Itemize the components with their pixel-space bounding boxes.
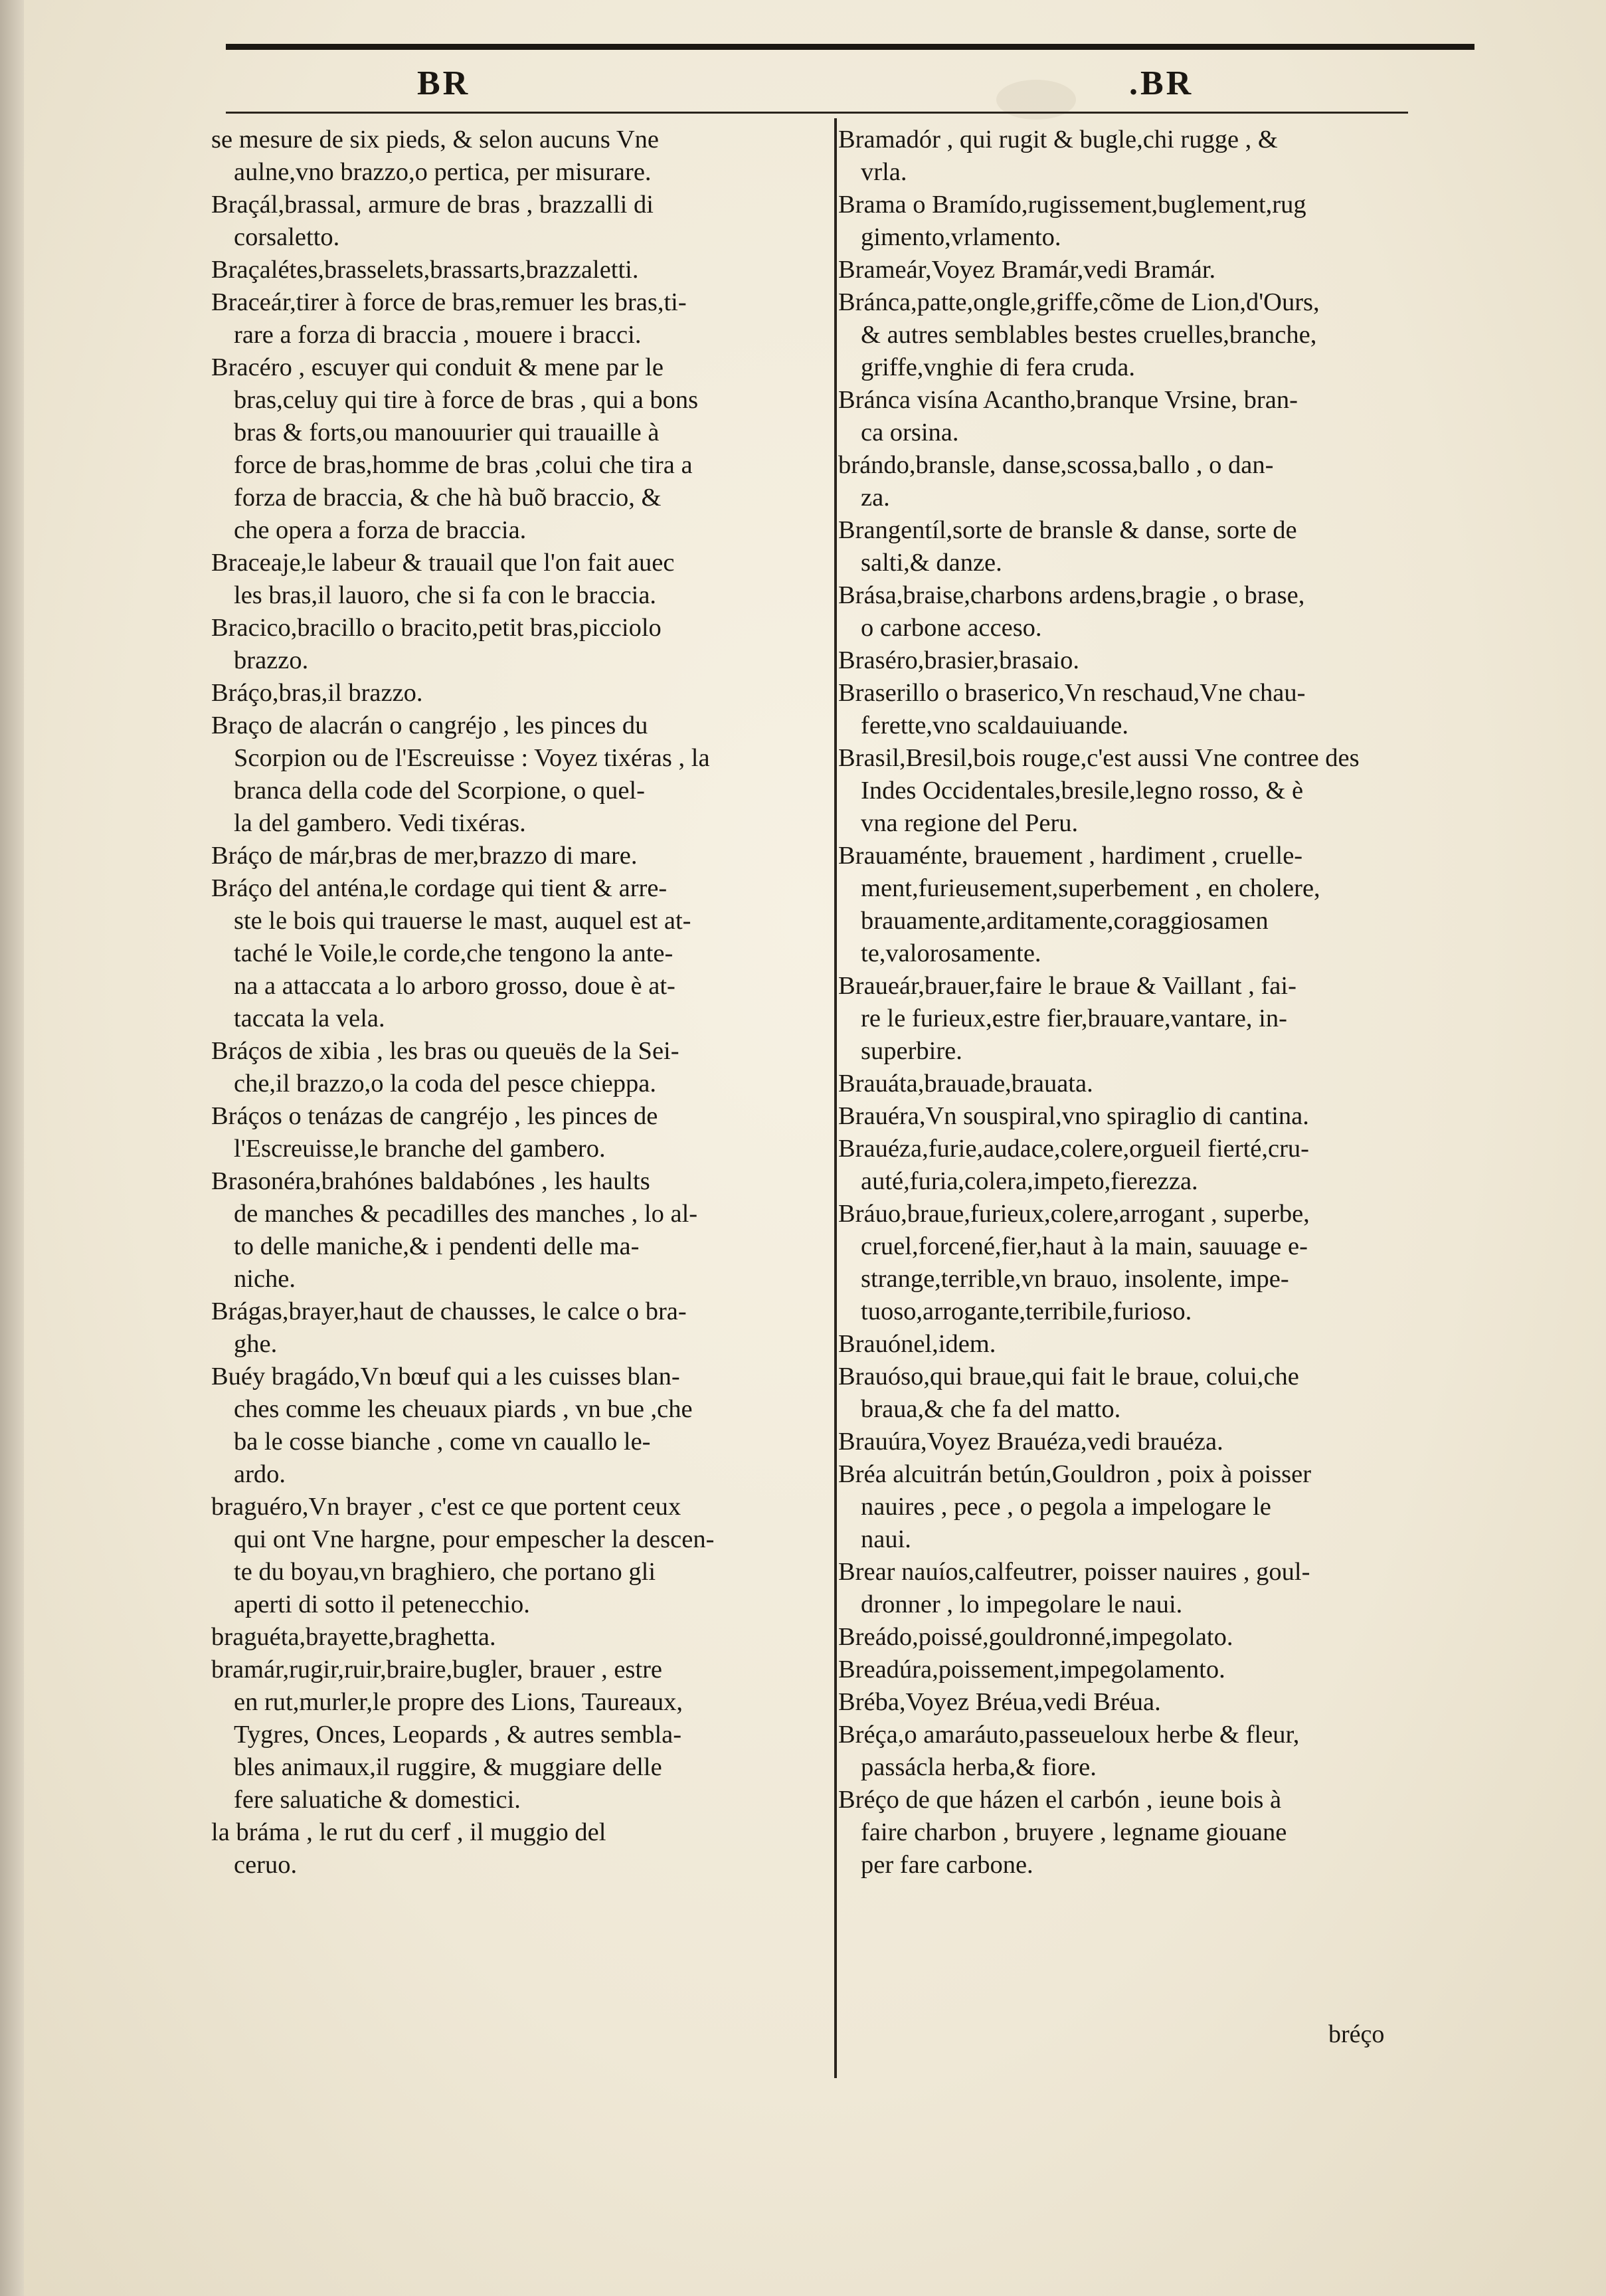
entry-headline: Brear nauíos,calfeutrer, poisser nauires , goul- [838, 1558, 1310, 1586]
entry-headline: Bráços o tenázas de cangréjo , les pinces de [211, 1102, 658, 1130]
entry-continuation: za. [861, 484, 890, 512]
entry-continuation: branca della code del Scorpione, o quel- [234, 777, 645, 805]
entry-continuation: per fare carbone. [861, 1851, 1033, 1879]
dictionary-entry [211, 677, 809, 710]
entry-headline: Brauaménte, brauement , hardiment , cruelle- [838, 842, 1303, 870]
left-column [211, 124, 809, 1881]
entry-continuation: griffe,vnghie di fera cruda. [861, 353, 1135, 381]
entry-headline: Braceár,tirer à force de bras,remuer les bras,ti- [211, 288, 687, 316]
entry-continuation: strange,terrible,vn brauo, insolente, impe- [861, 1265, 1289, 1293]
entry-continuation: ment,furieusement,superbement , en cholere, [861, 874, 1320, 902]
entry-continuation: salti,& danze. [861, 549, 1002, 577]
entry-continuation: les bras,il lauoro, che si fa con le braccia. [234, 581, 657, 609]
entry-headline: Braçalétes,brasselets,brassarts,brazzaletti. [211, 256, 639, 284]
entry-headline: Braço de alacrán o cangréjo , les pinces du [211, 712, 648, 739]
entry-headline: Bréça,o amaráuto,passeueloux herbe & fleur, [838, 1721, 1300, 1749]
entry-continuation: Tygres, Onces, Leopards , & autres sembla- [234, 1721, 682, 1749]
entry-headline: Brauéza,furie,audace,colere,orgueil fierté,cru- [838, 1135, 1309, 1163]
dictionary-entry [838, 1133, 1449, 1198]
header-rule [226, 44, 1474, 50]
dictionary-entry [838, 514, 1449, 579]
dictionary-entry [838, 1621, 1449, 1654]
entry-continuation: ceruo. [234, 1851, 298, 1879]
entry-continuation: fere saluatiche & domestici. [234, 1786, 521, 1814]
entry-continuation: gimento,vrlamento. [861, 223, 1061, 251]
entry-continuation: de manches & pecadilles des manches , lo al- [234, 1200, 698, 1228]
page-edge [0, 0, 24, 2296]
entry-headline: Bréço de que házen el carbón , ieune bois à [838, 1786, 1282, 1814]
dictionary-entry [838, 677, 1449, 742]
dictionary-entry [838, 1719, 1449, 1784]
entry-headline: Brauéra,Vn souspiral,vno spiraglio di cantina. [838, 1102, 1309, 1130]
entry-headline: bramár,rugir,ruir,braire,bugler, brauer , estre [211, 1656, 663, 1683]
dictionary-entry [211, 710, 809, 840]
entry-continuation: ches comme les cheuaux piards , vn bue ,che [234, 1395, 693, 1423]
entry-headline: Bréa alcuitrán betún,Gouldron , poix à poisser [838, 1460, 1312, 1488]
entry-headline: Braséro,brasier,brasaio. [838, 646, 1079, 674]
entry-headline: Brasil,Bresil,bois rouge,c'est aussi Vne contree des [838, 744, 1360, 772]
dictionary-entry [211, 840, 809, 872]
right-running-head: .BR [1129, 64, 1194, 102]
entry-continuation: ca orsina. [861, 419, 959, 446]
dictionary-entry [838, 286, 1449, 384]
entry-continuation: & autres semblables bestes cruelles,branche, [861, 321, 1317, 349]
entry-continuation: re le furieux,estre fier,brauare,vantare, in- [861, 1004, 1287, 1032]
dictionary-entry [211, 1295, 809, 1361]
dictionary-entry [838, 1556, 1449, 1621]
entry-continuation: tuoso,arrogante,terribile,furioso. [861, 1297, 1192, 1325]
dictionary-entry [838, 1458, 1449, 1556]
dictionary-entry [211, 189, 809, 254]
entry-continuation: bles animaux,il ruggire, & muggiare delle [234, 1753, 662, 1781]
dictionary-entry [838, 1654, 1449, 1686]
dictionary-entry [211, 124, 809, 189]
entry-continuation: vna regione del Peru. [861, 809, 1079, 837]
entry-headline: Brauúra,Voyez Brauéza,vedi brauéza. [838, 1428, 1223, 1456]
entry-continuation: nauires , pece , o pegola a impelogare le [861, 1493, 1271, 1521]
entry-continuation: brazzo. [234, 646, 309, 674]
entry-continuation: la del gambero. Vedi tixéras. [234, 809, 526, 837]
entry-headline: braguéro,Vn brayer , c'est ce que portent ceux [211, 1493, 681, 1521]
entry-headline: Bramadór , qui rugit & bugle,chi rugge , & [838, 126, 1278, 153]
entry-continuation: corsaletto. [234, 223, 340, 251]
dictionary-entry [838, 579, 1449, 644]
entry-headline: Bracico,bracillo o bracito,petit bras,picciolo [211, 614, 662, 642]
entry-continuation: forza de braccia, & che hà buõ braccio, & [234, 484, 662, 512]
dictionary-entry [211, 1621, 809, 1654]
entry-continuation: ferette,vno scaldauiuande. [861, 712, 1128, 739]
entry-headline: Braceaje,le labeur & trauail que l'on fait auec [211, 549, 675, 577]
catchword: bréço [1328, 2020, 1385, 2048]
dictionary-entry [838, 742, 1449, 840]
entry-headline: Brauóso,qui braue,qui fait le braue, colui,che [838, 1363, 1299, 1390]
entry-headline: Bráuo,braue,furieux,colere,arrogant , superbe, [838, 1200, 1310, 1228]
dictionary-entry [838, 1100, 1449, 1133]
ink-smudge [996, 80, 1076, 120]
dictionary-entry [211, 1100, 809, 1165]
entry-headline: Braserillo o braserico,Vn reschaud,Vne chau- [838, 679, 1306, 707]
entry-continuation: te du boyau,vn braghiero, che portano gli [234, 1558, 656, 1586]
entry-continuation: aulne,vno brazzo,o pertica, per misurare. [234, 158, 652, 186]
entry-headline: Buéy bragádo,Vn bœuf qui a les cuisses blan- [211, 1363, 680, 1390]
entry-headline: se mesure de six pieds, & selon aucuns Vne [211, 126, 659, 153]
entry-headline: Bráço,bras,il brazzo. [211, 679, 423, 707]
header-underline [226, 112, 1408, 114]
entry-headline: Brauáta,brauade,brauata. [838, 1070, 1093, 1098]
dictionary-entry [838, 384, 1449, 449]
entry-continuation: auté,furia,colera,impeto,fierezza. [861, 1167, 1198, 1195]
dictionary-entry [211, 1035, 809, 1100]
dictionary-entry [211, 547, 809, 612]
entry-headline: Brama o Bramído,rugissement,buglement,rug [838, 191, 1306, 219]
entry-headline: Bránca,patte,ongle,griffe,cõme de Lion,d'Ours, [838, 288, 1320, 316]
entry-headline: Breádo,poissé,gouldronné,impegolato. [838, 1623, 1233, 1651]
entry-continuation: rare a forza di braccia , mouere i bracci. [234, 321, 642, 349]
dictionary-entry [838, 970, 1449, 1068]
entry-continuation: brauamente,arditamente,coraggiosamen [861, 907, 1269, 935]
dictionary-entry [838, 1426, 1449, 1458]
entry-headline: brándo,bransle, danse,scossa,ballo , o dan- [838, 451, 1274, 479]
entry-continuation: Indes Occidentales,bresile,legno rosso, & è [861, 777, 1304, 805]
dictionary-entry [211, 1165, 809, 1295]
entry-continuation: che,il brazzo,o la coda del pesce chieppa. [234, 1070, 656, 1098]
column-divider [834, 118, 837, 2078]
entry-continuation: o carbone acceso. [861, 614, 1042, 642]
entry-continuation: force de bras,homme de bras ,colui che tira a [234, 451, 693, 479]
dictionary-entry [211, 351, 809, 547]
entry-headline: Breadúra,poissement,impegolamento. [838, 1656, 1225, 1683]
entry-continuation: na a attaccata a lo arboro grosso, doue è at- [234, 972, 675, 1000]
entry-continuation: bras,celuy qui tire à force de bras , qui a bons [234, 386, 699, 414]
entry-headline: Brameár,Voyez Bramár,vedi Bramár. [838, 256, 1216, 284]
entry-continuation: taccata la vela. [234, 1004, 385, 1032]
entry-headline: Brasonéra,brahónes baldabónes , les haults [211, 1167, 650, 1195]
entry-headline: Braueár,brauer,faire le braue & Vaillant , fai- [838, 972, 1296, 1000]
dictionary-entry [838, 124, 1449, 189]
entry-continuation: superbire. [861, 1037, 962, 1065]
entry-continuation: ghe. [234, 1330, 278, 1358]
entry-headline: Brauónel,idem. [838, 1330, 996, 1358]
dictionary-entry [838, 449, 1449, 514]
dictionary-entry [211, 254, 809, 286]
entry-headline: Bráço de már,bras de mer,brazzo di mare. [211, 842, 638, 870]
entry-continuation: l'Escreuisse,le branche del gambero. [234, 1135, 606, 1163]
entry-headline: Bráços de xibia , les bras ou queuës de la Sei- [211, 1037, 679, 1065]
entry-continuation: ste le bois qui trauerse le mast, auquel est at- [234, 907, 691, 935]
dictionary-entry [211, 872, 809, 1035]
entry-continuation: bras & forts,ou manouurier qui trauaille à [234, 419, 660, 446]
entry-headline: Bráço del anténa,le cordage qui tient & arre- [211, 874, 668, 902]
entry-continuation: passácla herba,& fiore. [861, 1753, 1097, 1781]
dictionary-entry [211, 1816, 809, 1881]
entry-continuation: vrla. [861, 158, 907, 186]
dictionary-entry [838, 840, 1449, 970]
dictionary-entry [838, 1328, 1449, 1361]
entry-headline: Braçál,brassal, armure de bras , brazzalli di [211, 191, 654, 219]
entry-continuation: ba le cosse bianche , come vn cauallo le- [234, 1428, 651, 1456]
dictionary-entry [838, 1686, 1449, 1719]
dictionary-entry [211, 612, 809, 677]
entry-continuation: ardo. [234, 1460, 286, 1488]
right-column [838, 124, 1449, 1881]
entry-continuation: qui ont Vne hargne, pour empescher la descen- [234, 1525, 715, 1553]
dictionary-entry [838, 189, 1449, 254]
dictionary-entry [838, 1198, 1449, 1328]
entry-continuation: to delle maniche,& i pendenti delle ma- [234, 1232, 640, 1260]
entry-headline: Brangentíl,sorte de bransle & danse, sorte de [838, 516, 1297, 544]
dictionary-entry [838, 644, 1449, 677]
dictionary-entry [211, 1361, 809, 1491]
dictionary-entry [211, 1491, 809, 1621]
entry-continuation: faire charbon , bruyere , legname giouane [861, 1818, 1287, 1846]
entry-continuation: cruel,forcené,fier,haut à la main, sauuage e- [861, 1232, 1308, 1260]
dictionary-entry [838, 1784, 1449, 1881]
entry-headline: Brágas,brayer,haut de chausses, le calce o bra- [211, 1297, 687, 1325]
dictionary-entry [211, 286, 809, 351]
dictionary-entry [838, 1361, 1449, 1426]
entry-continuation: Scorpion ou de l'Escreuisse : Voyez tixéras , la [234, 744, 710, 772]
entry-continuation: che opera a forza de braccia. [234, 516, 527, 544]
dictionary-entry [838, 1068, 1449, 1100]
dictionary-entry [211, 1654, 809, 1816]
entry-headline: Bréba,Voyez Bréua,vedi Bréua. [838, 1688, 1161, 1716]
entry-continuation: naui. [861, 1525, 911, 1553]
dictionary-entry [838, 254, 1449, 286]
entry-continuation: taché le Voile,le corde,che tengono la ante- [234, 939, 673, 967]
entry-continuation: niche. [234, 1265, 296, 1293]
entry-headline: braguéta,brayette,braghetta. [211, 1623, 496, 1651]
entry-continuation: braua,& che fa del matto. [861, 1395, 1121, 1423]
entry-headline: Bracéro , escuyer qui conduit & mene par le [211, 353, 664, 381]
entry-headline: Bránca visína Acantho,branque Vrsine, bran- [838, 386, 1298, 414]
entry-continuation: en rut,murler,le propre des Lions, Taureaux, [234, 1688, 683, 1716]
entry-continuation: dronner , lo impegolare le naui. [861, 1590, 1183, 1618]
entry-continuation: aperti di sotto il petenecchio. [234, 1590, 530, 1618]
entry-continuation: te,valorosamente. [861, 939, 1041, 967]
entry-headline: la bráma , le rut du cerf , il muggio del [211, 1818, 606, 1846]
left-running-head: BR [417, 64, 471, 102]
entry-headline: Brása,braise,charbons ardens,bragie , o brase, [838, 581, 1305, 609]
